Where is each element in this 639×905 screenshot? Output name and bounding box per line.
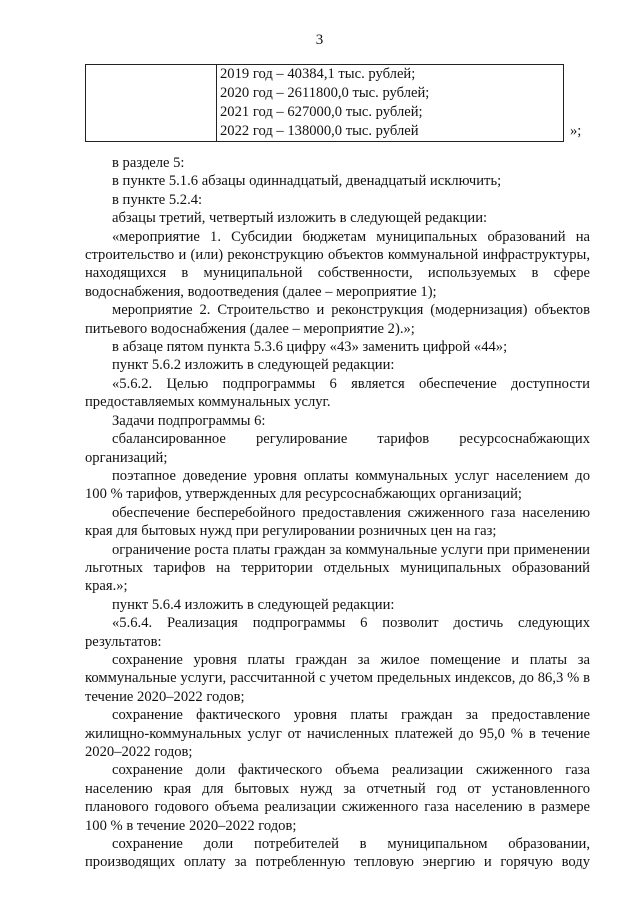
paragraph: сохранение доли потребителей в муниципальном образовании, производящих оплату за потребленную тепловую энергию и горячую воду — [85, 836, 590, 871]
paragraph: в абзаце пятом пункта 5.3.6 цифру «43» заменить цифрой «44»; — [112, 339, 508, 356]
paragraph: в разделе 5: — [112, 155, 185, 171]
paragraph: абзацы третий, четвертый изложить в следующей редакции: — [112, 210, 488, 227]
paragraph: сохранение уровня платы граждан за жилое помещение и платы за коммунальные услуги, рассчитанной с учетом предельных индексов, до 86,3 % в течение 2020–2022 годов; — [85, 651, 590, 705]
table-values-cell — [217, 65, 563, 141]
table-closing-quote: »; — [570, 123, 582, 139]
paragraph: обеспечение бесперебойного предоставления сжиженного газа населению края для бытовых нужд при регулировании розничных цен на газ; — [85, 504, 590, 540]
table-row: 2021 год – 627000,0 тыс. рублей; — [220, 104, 423, 120]
page-number: 3 — [315, 32, 324, 48]
paragraph: мероприятие 2. Строительство и реконструкция (модернизация) объектов питьевого водоснабжения (далее – мероприятие 2).»; — [85, 302, 590, 337]
table-row: 2019 год – 40384,1 тыс. рублей; — [220, 66, 416, 82]
paragraph: поэтапное доведение уровня оплаты коммунальных услуг населением до 100 % тарифов, утвержденных для ресурсоснабжающих организаций; — [85, 467, 590, 503]
paragraph: ограничение роста платы граждан за коммунальные услуги при применении льготных тарифов на территории отдельных муниципальных образований края.»; — [85, 541, 590, 595]
paragraph: «5.6.2. Целью подпрограммы 6 является обеспечение доступности предоставляемых коммунальных услуг. — [85, 375, 590, 411]
paragraph: «мероприятие 1. Субсидии бюджетам муниципальных образований на строительство и (или) реконструкцию объектов коммунальной инфраструктуры, находящихся в муниципальной собственности, используемых в сфере водоснабжения, водоотведения (далее – мероприятие 1); — [85, 228, 590, 300]
paragraph: сохранение доли фактического объема реализации сжиженного газа населению края для бытовых нужд за отчетный год от установленного планового годового объема реализации сжиженного газа населению в размере 100 % в течение 2020–2022 годов; — [85, 762, 590, 834]
paragraph: в пункте 5.2.4: — [112, 191, 203, 208]
paragraph: «5.6.4. Реализация подпрограммы 6 позволит достичь следующих результатов: — [85, 615, 590, 650]
paragraph: сбалансированное регулирование тарифов ресурсоснабжающих организаций; — [85, 431, 590, 466]
paragraph: пункт 5.6.4 изложить в следующей редакции: — [112, 596, 395, 613]
paragraph: в пункте 5.1.6 абзацы одиннадцатый, двенадцатый исключить; — [112, 173, 502, 190]
table-row: 2020 год – 2611800,0 тыс. рублей; — [220, 85, 430, 101]
table-empty-cell — [86, 65, 217, 141]
paragraph: Задачи подпрограммы 6: — [112, 412, 266, 429]
funding-table — [85, 64, 564, 142]
paragraph: пункт 5.6.2 изложить в следующей редакции: — [112, 357, 395, 374]
paragraph: сохранение фактического уровня платы граждан за предоставление жилищно-коммунальных услуг от начисленных платежей до 95,0 % в течение 2020–2022 годов; — [85, 707, 590, 760]
document-body — [85, 154, 590, 872]
table-row: 2022 год – 138000,0 тыс. рублей — [220, 123, 419, 139]
